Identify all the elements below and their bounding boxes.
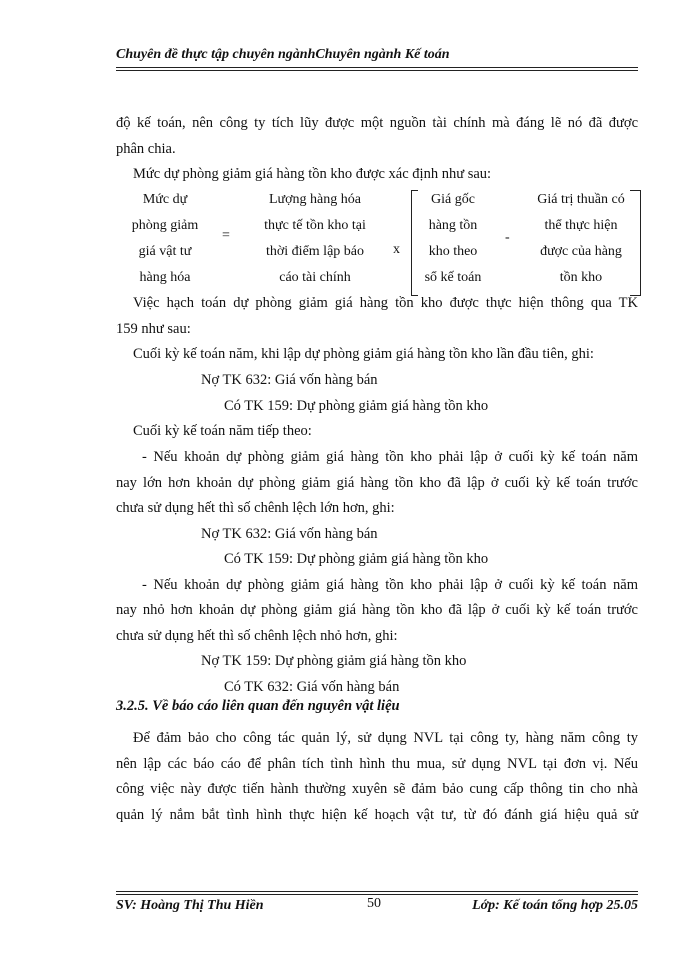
formula-text: thực tế tồn kho tại [264,218,366,233]
paragraph-line: Mức dự phòng giảm giá hàng tồn kho được xác định như sau: [133,166,492,182]
minus-sign: - [505,230,510,245]
journal-entry: Nợ TK 632: Giá vốn hàng bán [201,372,378,388]
formula-text: thời điểm lập báo [266,244,364,259]
formula-col-3 [412,187,494,291]
formula-text: Lượng hàng hóa [269,192,361,207]
journal-entry: Có TK 159: Dự phòng giảm giá hàng tồn kho [224,398,489,414]
paragraph-line: chưa sử dụng hết thì số chênh lệch lớn hơn, ghi: [116,500,395,516]
formula-text: phòng giảm [131,218,199,233]
paragraph-line: 159 như sau: [116,321,191,337]
section-heading: 3.2.5. Về báo cáo liên quan đến nguyên vật liệu [116,698,400,714]
formula-text: tồn kho [559,270,603,285]
journal-entry: Có TK 632: Giá vốn hàng bán [224,679,400,695]
journal-entry: Nợ TK 632: Giá vốn hàng bán [201,526,378,542]
paragraph-line: Việc hạch toán dự phòng giảm giá hàng tồn kho được thực hiện thông qua TK [133,295,638,311]
footer-class: Lớp: Kế toán tổng hợp 25.05 [472,898,638,913]
formula-text: sổ kế toán [424,270,482,285]
formula-col-1 [116,187,214,291]
paragraph-line: độ kế toán, nên công ty tích lũy được một nguồn tài chính mà đáng lẽ nó đã được [116,115,638,131]
formula-text: Giá gốc [431,192,475,207]
equals-sign: = [222,228,230,243]
footer-rule [116,891,638,892]
formula-text: cáo tài chính [279,270,351,285]
paragraph-line: - Nếu khoản dự phòng giảm giá hàng tồn kho phải lập ở cuối kỳ kế toán năm [142,577,638,593]
formula-text: kho theo [428,244,478,259]
header-rule [116,67,638,68]
journal-entry: Có TK 159: Dự phòng giảm giá hàng tồn kho [224,551,489,567]
formula-text: thể thực hiện [544,218,618,233]
paragraph-line: Để đảm bảo cho công tác quản lý, sử dụng NVL tại công ty, hàng năm công ty [133,730,638,746]
formula-text: giá vật tư [138,244,192,259]
journal-entry: Nợ TK 159: Dự phòng giảm giá hàng tồn kho [201,653,467,669]
footer-student-name: SV: Hoàng Thị Thu Hiền [116,898,264,913]
paragraph-line: nay nhỏ hơn khoản dự phòng giảm giá hàng tồn kho đã lập ở cuối kỳ kế toán trước [116,602,638,618]
page-number: 50 [367,896,381,911]
multiply-sign: x [393,242,400,257]
paragraph-line: chưa sử dụng hết thì số chênh lệch nhỏ hơn, ghi: [116,628,398,644]
paragraph-line: - Nếu khoản dự phòng giảm giá hàng tồn kho phải lập ở cuối kỳ kế toán năm [142,449,638,465]
paragraph-line: phân chia. [116,141,176,157]
footer-rule-double [116,894,638,895]
formula-text: được của hàng [540,244,622,259]
formula-col-4 [524,187,638,291]
formula-col-2 [242,187,388,291]
paragraph-line: Cuối kỳ kế toán năm, khi lập dự phòng giảm giá hàng tồn kho lần đầu tiên, ghi: [133,346,594,362]
paragraph-line: công việc này được tiến hành thường xuyên sẽ đảm bảo cung cấp thông tin cho nhà [116,781,638,797]
page-header-title: Chuyên đề thực tập chuyên ngànhChuyên ngành Kế toán [116,47,450,62]
header-rule-double [116,70,638,71]
formula-text: Giá trị thuần có [537,192,625,207]
formula-text: Mức dự [142,192,188,207]
paragraph-line: Cuối kỳ kế toán năm tiếp theo: [133,423,312,439]
paragraph-line: nay lớn hơn khoản dự phòng giảm giá hàng tồn kho đã lập ở cuối kỳ kế toán trước [116,475,638,491]
paragraph-line: quản lý nắm bắt tình hình thực hiện kế hoạch vật tư, từ đó đánh giá hiệu quả sử [116,807,638,823]
paragraph-line: nên lập các báo cáo để phân tích tình hình thu mua, sử dụng NVL tại đơn vị. Nếu [116,756,638,772]
formula-text: hàng tồn [428,218,478,233]
formula-text: hàng hóa [139,270,191,285]
